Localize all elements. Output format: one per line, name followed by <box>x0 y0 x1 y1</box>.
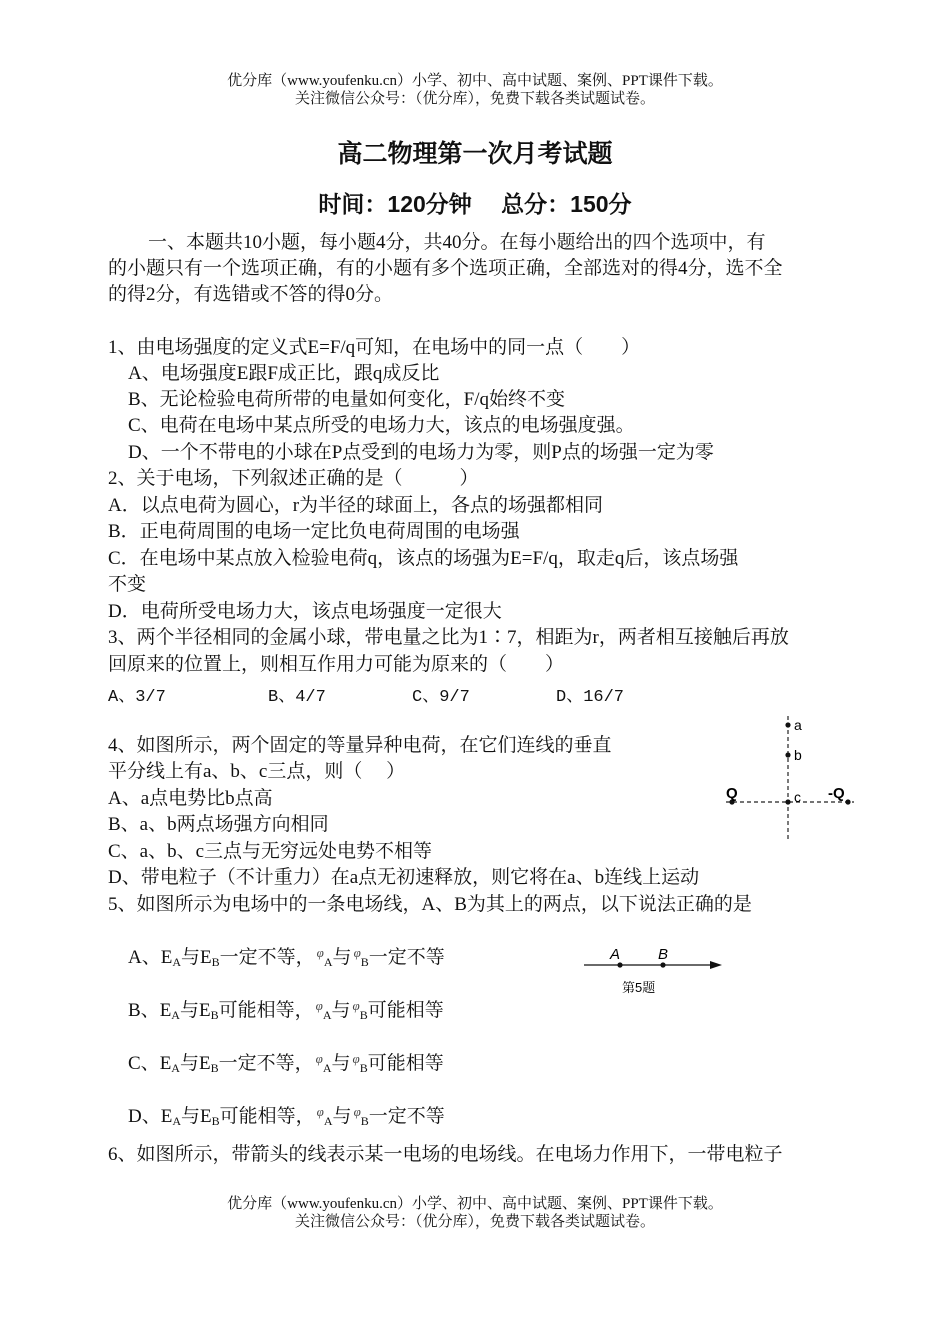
q5-label-b: B <box>658 946 669 963</box>
q3-stem-line-1: 3、两个半径相同的金属小球，带电量之比为1∶7，相距为r，两者相互接触后再放 <box>108 627 789 648</box>
q4-label-right-charge: -Q <box>828 785 845 802</box>
footer-line-2: 关注微信公众号：（优分库），免费下载各类试题试卷。 <box>294 1214 655 1230</box>
q2-stem: 2、关于电场，下列叙述正确的是（ ） <box>108 468 479 489</box>
instructions-line-3: 的得2分，有选错或不答的得0分。 <box>108 284 394 305</box>
q6-stem: 6、如图所示，带箭头的线表示某一电场的电场线。在电场力作用下，一带电粒子 <box>108 1144 783 1165</box>
q4-label-b: b <box>794 747 802 763</box>
q4-option-b: B、a、b两点场强方向相同 <box>108 814 329 835</box>
instructions-line-1: 一、本题共10小题，每小题4分，共40分。在每小题给出的四个选项中，有 <box>148 232 766 253</box>
q5-option-c: C、$E_A$与$E_B$一定不等， $^\varphi_A$与 $^\varphi_B$可能相等 <box>128 1051 444 1075</box>
q2-option-d: D．电荷所受电场力大，该点电场强度一定很大 <box>108 601 502 622</box>
q2-option-c-cont: 不变 <box>108 574 147 595</box>
q4-label-c: c <box>794 789 801 805</box>
q4-point-a-dot <box>785 722 790 727</box>
q5-option-d: D、$E_A$与$E_B$可能相等， $^\varphi_A$与 $^\varphi_B$一定不等 <box>128 1104 445 1128</box>
q3-option-c: C、9/7 <box>412 688 470 707</box>
q5-label-a: A <box>610 946 621 963</box>
q1-option-b: B、无论检验电荷所带的电量如何变化，F/q始终不变 <box>128 389 566 410</box>
q2-option-c: C．在电场中某点放入检验电荷q，该点的场强为E=F/q，取走q后，该点场强 <box>108 548 739 569</box>
q4-stem-line-2: 平分线上有a、b、c三点，则（ ） <box>108 761 406 782</box>
q2-option-a: A．以点电荷为圆心，r为半径的球面上，各点的场强都相同 <box>108 495 604 516</box>
q1-option-c: C、电荷在电场中某点所受的电场力大，该点的电场强度强。 <box>128 415 635 436</box>
header-line-1: 优分库（www.youfenku.cn）小学、初中、高中试题、案例、PPT课件下载。 <box>227 73 723 89</box>
page-subtitle: 时间：120分钟 总分：150分 <box>318 191 632 217</box>
q4-right-charge-dot <box>845 799 850 804</box>
q3-option-b: B、4/7 <box>268 688 326 707</box>
q4-option-a: A、a点电势比b点高 <box>108 788 273 809</box>
footer-line-1: 优分库（www.youfenku.cn）小学、初中、高中试题、案例、PPT课件下载。 <box>227 1196 723 1212</box>
q3-option-a: A、3/7 <box>108 688 166 707</box>
header-line-2: 关注微信公众号：（优分库），免费下载各类试题试卷。 <box>294 91 655 107</box>
q5-point-a-dot <box>617 962 622 967</box>
q2-option-b: B．正电荷周围的电场一定比负电荷周围的电场强 <box>108 521 520 542</box>
q5-field-arrowhead <box>710 961 722 969</box>
instructions-line-2: 的小题只有一个选项正确，有的小题有多个选项正确，全部选对的得4分，选不全 <box>108 258 783 279</box>
q1-option-a: A、电场强度E跟F成正比，跟q成反比 <box>128 363 440 384</box>
q1-option-d: D、一个不带电的小球在P点受到的电场力为零，则P点的场强一定为零 <box>128 442 714 463</box>
q1-stem: 1、由电场强度的定义式E=F/q可知，在电场中的同一点（ ） <box>108 337 641 358</box>
q5-option-a: A、$E_A$与$E_B$一定不等， $^\varphi_A$与 $^\varphi_B$一定不等 <box>128 945 445 969</box>
q4-point-b-dot <box>785 752 790 757</box>
q4-stem-line-1: 4、如图所示，两个固定的等量异种电荷，在它们连线的垂直 <box>108 735 612 756</box>
page-title: 高二物理第一次月考试题 <box>337 140 613 168</box>
q3-option-d: D、16/7 <box>556 688 625 707</box>
q5-stem: 5、如图所示为电场中的一条电场线，A、B为其上的两点，以下说法正确的是 <box>108 894 752 915</box>
q3-stem-line-2: 回原来的位置上，则相互作用力可能为原来的（ ） <box>108 654 565 675</box>
q4-option-c: C、a、b、c三点与无穷远处电势不相等 <box>108 841 433 862</box>
q5-point-b-dot <box>660 962 665 967</box>
q4-label-a: a <box>794 717 802 733</box>
q5-field-line-figure <box>578 940 728 1002</box>
q4-option-d: D、带电粒子（不计重力）在a点无初速释放，则它将在a、b连线上运动 <box>108 867 700 888</box>
q4-point-c-dot <box>785 799 790 804</box>
q4-charge-figure <box>718 712 868 844</box>
q5-figure-caption: 第5题 <box>622 980 656 995</box>
q5-option-b: B、$E_A$与$E_B$可能相等， $^\varphi_A$与 $^\varphi_B$可能相等 <box>128 998 444 1022</box>
q4-label-left-charge: Q <box>726 785 738 802</box>
